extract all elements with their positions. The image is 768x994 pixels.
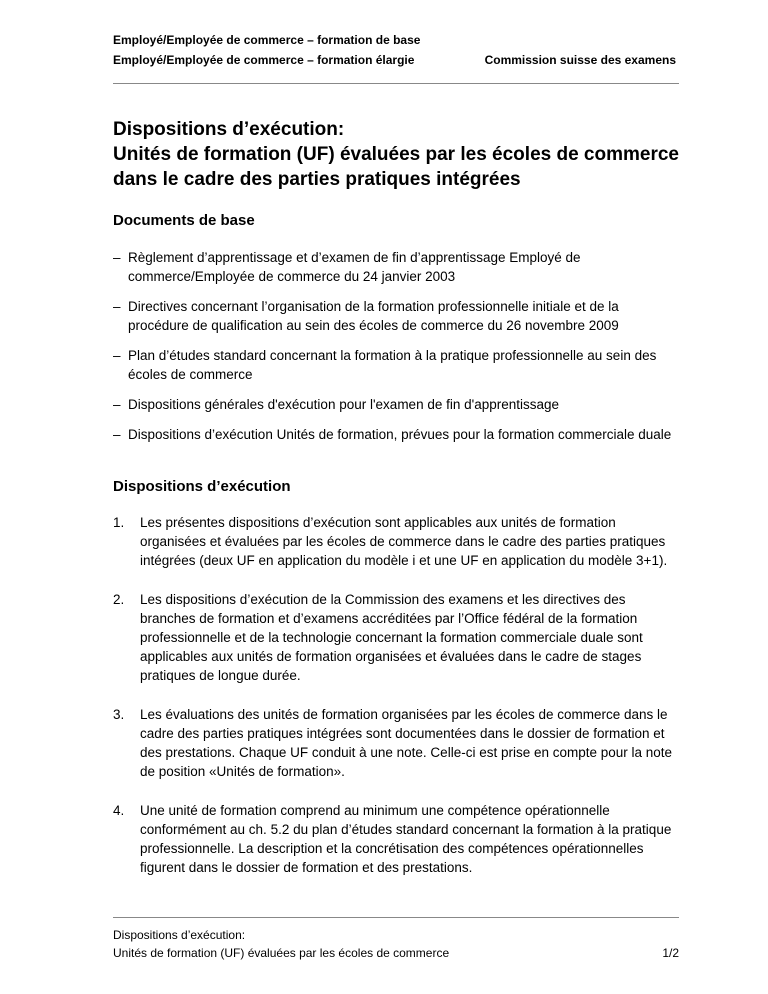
item-number: 2. [113, 592, 125, 607]
title-line-2: Unités de formation (UF) évaluées par les écoles de commerce [113, 144, 679, 165]
footer-divider [113, 917, 679, 918]
list-item: 3. Les évaluations des unités de formation organisées par les écoles de commerce dans le cadre des parties pratiques intégrées sont documentées dans le dossier de formation et des prestations. Chaque UF conduit à une note. Celle-ci est prise en compte pour la note de position «Unités de formation». [113, 707, 673, 779]
list-item: 4. Une unité de formation comprend au minimum une compétence opérationnelle conformément au ch. 5.2 du plan d’études standard concernant la formation à la pratique professionnelle. La description et la concrétisation des compétences opérationnelles figurent dans le dossier de formation et des prestations. [113, 803, 672, 875]
header-commission: Commission suisse des examens [484, 53, 676, 67]
item-number: 3. [113, 707, 125, 722]
page-header [113, 30, 679, 82]
page-number: 1/2 [662, 946, 679, 960]
list-item: 1. Les présentes dispositions d’exécution sont applicables aux unités de formation organisées et évaluées par les écoles de commerce dans le cadre des parties pratiques intégrées (deux UF en application du modèle i et une UF en application du modèle 3+1). [113, 515, 668, 568]
list-item: – Dispositions générales d'exécution pour l'examen de fin d'apprentissage [113, 397, 559, 412]
header-program-lines [113, 30, 420, 70]
dash-bullet-icon: – [113, 299, 121, 314]
item-number: 1. [113, 515, 125, 530]
dash-bullet-icon: – [113, 348, 121, 363]
dispositions-list [113, 513, 679, 897]
item-number: 4. [113, 803, 125, 818]
list-item: – Directives concernant l’organisation de la formation professionnelle initiale et de la procédure de qualification au sein des écoles de commerce du 26 novembre 2009 [113, 299, 619, 333]
section-heading-documents: Documents de base [113, 212, 255, 229]
list-item: – Plan d’études standard concernant la formation à la pratique professionnelle au sein des écoles de commerce [113, 348, 657, 382]
footer-line-2: Unités de formation (UF) évaluées par les écoles de commerce [113, 946, 450, 960]
dash-bullet-icon: – [113, 250, 121, 265]
document-title [113, 117, 679, 192]
footer-line-1: Dispositions d’exécution: [113, 928, 246, 942]
dash-bullet-icon: – [113, 427, 121, 442]
documents-list [113, 248, 679, 455]
dash-bullet-icon: – [113, 397, 121, 412]
title-line-3: dans le cadre des parties pratiques intégrées [113, 169, 521, 190]
list-item: 2. Les dispositions d’exécution de la Commission des examens et les directives des branches de formation et d’examens accréditées par l’Office fédéral de la formation professionnelle et de la technologie concernant la formation commerciale duale sont applicables aux unités de formation organisées et évaluées dans le cadre de stages pratiques de longue durée. [113, 592, 643, 683]
title-line-1: Dispositions d’exécution: [113, 119, 345, 140]
section-heading-dispositions: Dispositions d’exécution [113, 478, 291, 495]
header-line-2: Employé/Employée de commerce – formation élargie [113, 53, 415, 67]
list-item: – Règlement d’apprentissage et d’examen de fin d’apprentissage Employé de commerce/Employée de commerce du 24 janvier 2003 [113, 250, 581, 284]
list-item: – Dispositions d’exécution Unités de formation, prévues pour la formation commerciale duale [113, 427, 672, 442]
header-line-1: Employé/Employée de commerce – formation de base [113, 33, 421, 47]
header-divider [113, 83, 679, 84]
page-footer [113, 926, 679, 962]
